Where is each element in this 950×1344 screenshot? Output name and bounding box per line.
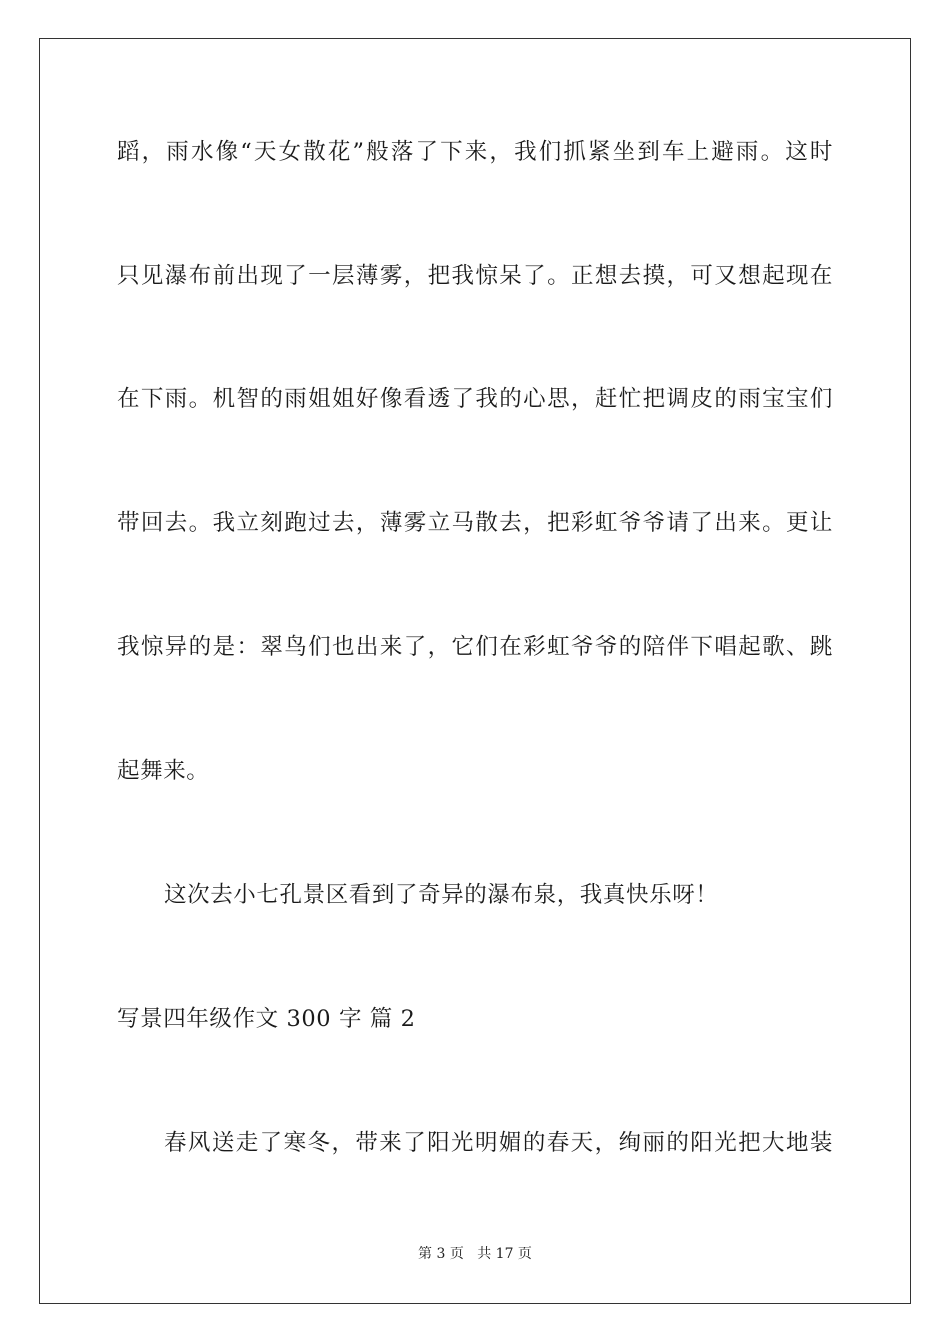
body-line-2: 只见瀑布前出现了一层薄雾，把我惊呆了。正想去摸，可又想起现在	[117, 263, 833, 289]
page-number: 第 3 页	[418, 1246, 464, 1262]
closing-paragraph: 这次去小七孔景区看到了奇异的瀑布泉，我真快乐呀！	[164, 882, 719, 908]
body-line-6: 起舞来。	[117, 758, 210, 784]
body-line-1: 蹈，雨水像“天女散花”般落了下来，我们抓紧坐到车上避雨。这时	[117, 139, 833, 165]
body-line-3: 在下雨。机智的雨姐姐好像看透了我的心思，赶忙把调皮的雨宝宝们	[117, 386, 833, 412]
next-paragraph-line: 春风送走了寒冬，带来了阳光明媚的春天，绚丽的阳光把大地装	[164, 1130, 833, 1156]
page-footer	[0, 1244, 950, 1264]
page-total: 共 17 页	[477, 1246, 532, 1262]
page-border	[39, 38, 911, 1304]
body-line-4: 带回去。我立刻跑过去，薄雾立马散去，把彩虹爷爷请了出来。更让	[117, 510, 833, 536]
body-line-5: 我惊异的是：翠鸟们也出来了，它们在彩虹爷爷的陪伴下唱起歌、跳	[117, 634, 833, 660]
section-heading: 写景四年级作文 300 字 篇 2	[117, 1006, 416, 1032]
